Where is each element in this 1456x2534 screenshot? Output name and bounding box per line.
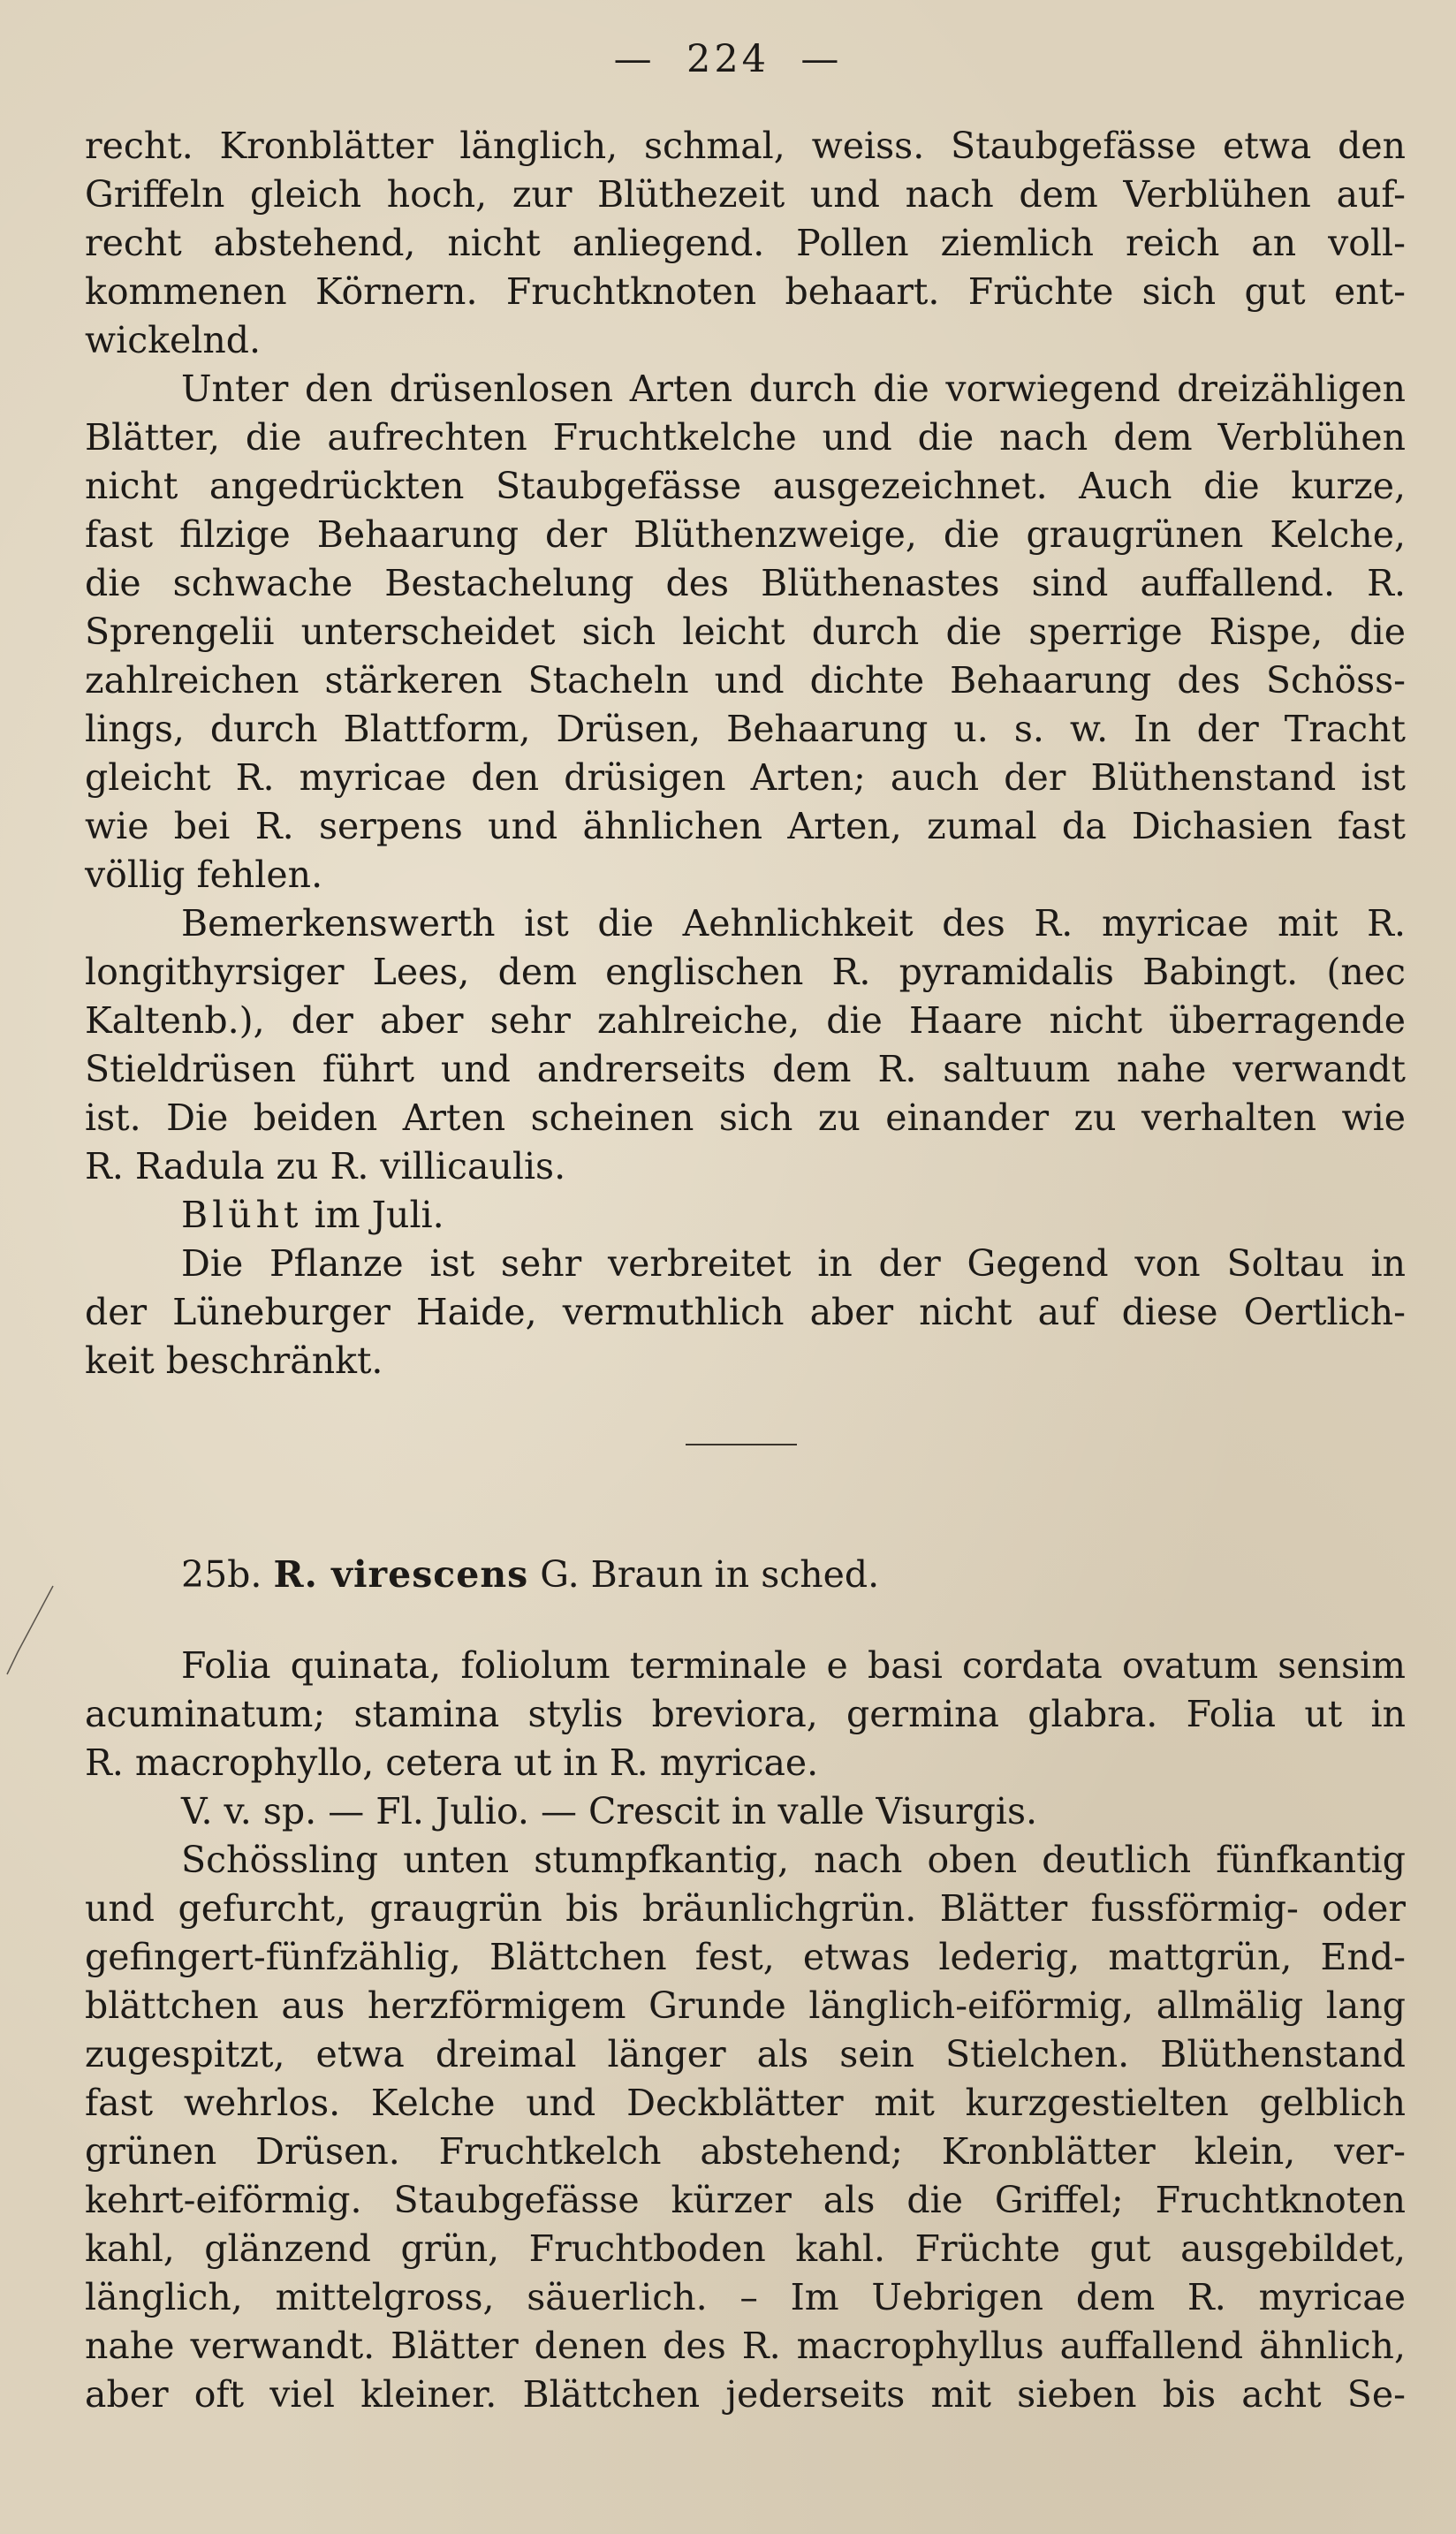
text-line: acuminatum; stamina stylis breviora, germina glabra. Folia ut in [85,1693,1406,1735]
text-section-virescens [85,1551,1406,2419]
text-line: R. Radula zu R. villicaulis. [85,1145,566,1187]
flowering-line [85,1191,1406,1240]
text-line: Unter den drüsenlosen Arten durch die vorwiegend dreizähligen [181,368,1406,410]
text-line: Die Pflanze ist sehr verbreitet in der Gegend von Soltau in [181,1242,1406,1285]
text-line: Griffeln gleich hoch, zur Blüthezeit und nach dem Verblühen auf- [85,173,1406,216]
text-line: Folia quinata, foliolum terminale e basi cordata ovatum sensim [181,1644,1406,1687]
text-line: zugespitzt, etwa dreimal länger als sein Stielchen. Blüthenstand [85,2033,1406,2075]
text-line: V. v. sp. — Fl. Julio. — Crescit in valle Visurgis. [181,1790,1038,1832]
text-line: Schössling unten stumpfkantig, nach oben deutlich fünfkantig [181,1839,1406,1881]
text-line: ist. Die beiden Arten scheinen sich zu einander zu verhalten wie [85,1096,1406,1139]
text-line: longithyrsiger Lees, dem englischen R. pyramidalis Babingt. (nec [85,951,1406,993]
text-line: blättchen aus herzförmigem Grunde länglich-eiförmig, allmälig lang [85,1984,1406,2027]
text-line: kahl, glänzend grün, Fruchtboden kahl. Früchte gut ausgebildet, [85,2227,1406,2270]
text-line: Kaltenb.), der aber sehr zahlreiche, die Haare nicht überragende [85,999,1406,1042]
text-line: fast filzige Behaarung der Blüthenzweige, die graugrünen Kelche, [85,513,1406,556]
flowering-label: Blüht [181,1194,303,1236]
text-line: wickelnd. [85,319,262,361]
text-line: Stieldrüsen führt und andrerseits dem R. saltuum nahe verwandt [85,1048,1406,1090]
text-line: R. macrophyllo, cetera ut in R. myricae. [85,1741,819,1784]
text-line: wie bei R. serpens und ähnlichen Arten, zumal da Dichasien fast [85,805,1406,847]
page-number-header: — 224 — [613,37,843,81]
text-line: recht. Kronblätter länglich, schmal, weiss. Staubgefässe etwa den [85,125,1406,167]
text-line: recht abstehend, nicht anliegend. Pollen ziemlich reich an voll- [85,222,1406,264]
text-line: völlig fehlen. [85,854,323,896]
text-section-myricae [85,122,1406,1385]
text-line: Bemerkenswerth ist die Aehnlichkeit des R. myricae mit R. [181,902,1406,945]
text-line: die schwache Bestachelung des Blüthenastes sind auffallend. R. [85,562,1406,604]
section-divider [686,1444,797,1445]
text-line: zahlreichen stärkeren Stacheln und dichte Behaarung des Schöss- [85,659,1406,702]
flowering-month: im Juli. [314,1194,444,1236]
text-line: länglich, mittelgross, säuerlich. – Im Uebrigen dem R. myricae [85,2276,1406,2318]
species-author: G. Braun in sched. [540,1553,880,1596]
text-line: grünen Drüsen. Fruchtkelch abstehend; Kronblätter klein, ver- [85,2130,1406,2173]
text-line: der Lüneburger Haide, vermuthlich aber nicht auf diese Oertlich- [85,1291,1406,1333]
text-line: fast wehrlos. Kelche und Deckblätter mit kurzgestielten gelblich [85,2082,1406,2124]
text-line: gefingert-fünfzählig, Blättchen fest, etwas lederig, mattgrün, End- [85,1936,1406,1978]
text-line: lings, durch Blattform, Drüsen, Behaarung u. s. w. In der Tracht [85,708,1406,750]
text-line: aber oft viel kleiner. Blättchen jederseits mit sieben bis acht Se- [85,2373,1406,2416]
text-line: keit beschränkt. [85,1339,383,1382]
text-line: gleicht R. myricae den drüsigen Arten; auch der Blüthenstand ist [85,756,1406,799]
text-line: Sprengelii unterscheidet sich leicht durch die sperrige Rispe, die [85,611,1406,653]
species-number: 25b. [181,1553,262,1596]
text-line: Blätter, die aufrechten Fruchtkelche und die nach dem Verblühen [85,416,1406,459]
species-name: R. virescens [273,1553,529,1596]
text-line: und gefurcht, graugrün bis bräunlichgrün. Blätter fussförmig- oder [85,1887,1406,1930]
text-line: nahe verwandt. Blätter denen des R. macrophyllus auffallend ähnlich, [85,2325,1406,2367]
text-line: nicht angedrückten Staubgefässe ausgezeichnet. Auch die kurze, [85,465,1406,507]
species-heading [85,1551,1406,1599]
text-line: kehrt-eiförmig. Staubgefässe kürzer als die Griffel; Fruchtknoten [85,2179,1406,2221]
pencil-mark [0,1582,62,1679]
text-line: kommenen Körnern. Fruchtknoten behaart. Früchte sich gut ent- [85,270,1406,313]
spacer [85,1599,1406,1642]
